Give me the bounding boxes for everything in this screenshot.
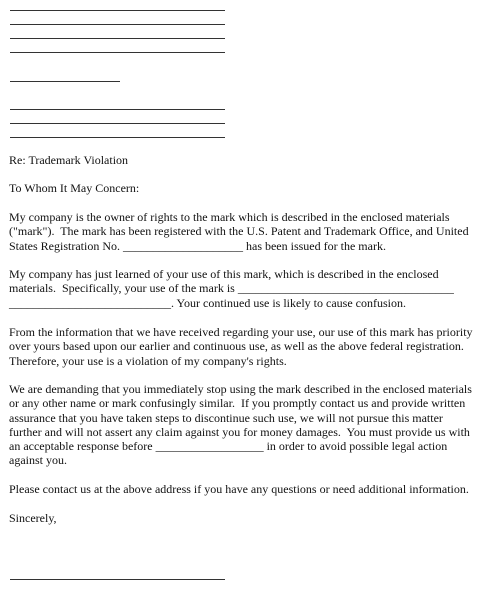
- paragraph-line: against you.: [9, 453, 67, 468]
- sender-address-line-2[interactable]: [10, 24, 225, 25]
- sender-address-line-1[interactable]: [10, 10, 225, 11]
- paragraph-line: or any other name or mark confusingly similar. If you promptly contact us and provide written: [9, 396, 466, 411]
- paragraph-line: ("mark"). The mark has been registered with the U.S. Patent and Trademark Office, and United: [9, 224, 469, 239]
- paragraph-line: My company is the owner of rights to the mark which is described in the enclosed materials: [9, 210, 450, 224]
- paragraph-line: We are demanding that you immediately stop using the mark described in the enclosed materials: [9, 382, 472, 396]
- paragraph-line: an acceptable response before __________________ in order to avoid possible legal action: [9, 439, 448, 454]
- recipient-address-line-2[interactable]: [10, 123, 225, 124]
- recipient-address-line-1[interactable]: [10, 109, 225, 110]
- closing: Sincerely,: [9, 511, 57, 525]
- sender-address-line-4[interactable]: [10, 52, 225, 53]
- paragraph-line: over yours based upon our earlier and continuous use, as well as the above federal registration.: [9, 339, 464, 354]
- paragraph-line: Therefore, your use is a violation of my company's rights.: [9, 353, 287, 368]
- paragraph-line: ___________________________. Your continued use is likely to cause confusion.: [9, 295, 406, 310]
- paragraph-line: further and will not assert any claim against you for money damages. You must provide us with: [9, 424, 470, 439]
- paragraph-demand: [9, 382, 493, 468]
- recipient-address-line-3[interactable]: [10, 137, 225, 138]
- signature-line[interactable]: [10, 579, 225, 580]
- re-line: Re: Trademark Violation: [9, 153, 129, 167]
- paragraph-infringing-use: [9, 267, 493, 310]
- paragraph-ownership: [9, 210, 493, 253]
- paragraph-line: From the information that we have received regarding your use, our use of this mark has priority: [9, 325, 473, 339]
- paragraph-line: assurance that you have taken steps to discontinue such use, we will not pursue this matter: [9, 410, 443, 425]
- sender-address-line-3[interactable]: [10, 38, 225, 39]
- paragraph-priority: [9, 325, 493, 368]
- paragraph-line: My company has just learned of your use of this mark, which is described in the enclosed: [9, 267, 439, 281]
- salutation: To Whom It May Concern:: [9, 181, 140, 195]
- paragraph-contact: Please contact us at the above address if you have any questions or need additional information.: [9, 482, 469, 496]
- paragraph-line: materials. Specifically, your use of the mark is ____________________________________: [9, 281, 454, 296]
- paragraph-line: States Registration No. ____________________ has been issued for the mark.: [9, 238, 386, 253]
- date-line[interactable]: [10, 81, 120, 82]
